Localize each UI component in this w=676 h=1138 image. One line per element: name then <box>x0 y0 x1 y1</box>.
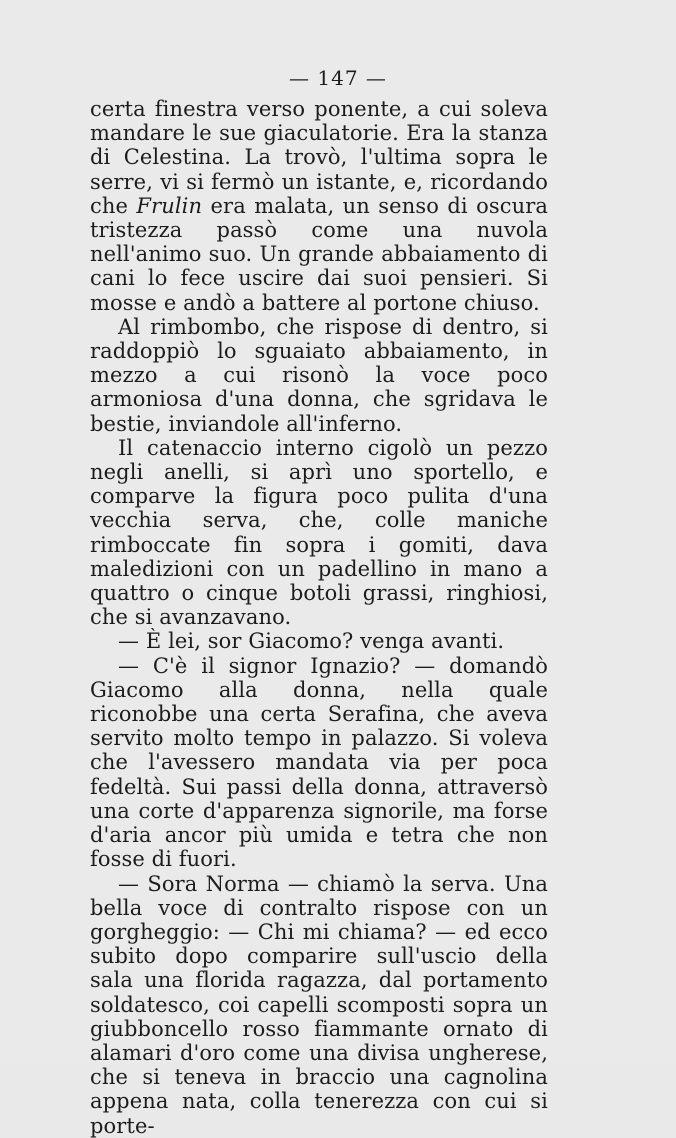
paragraph-1-part-a: certa finestra verso ponente, a cui soleva mandare le sue giaculatorie. Era la stanza di Celestina. La trovò, l'ultima sopra le serre, vi si fermò un istante, e, ricordando che <box>90 97 548 218</box>
paragraph-6: — Sora Norma — chiamò la serva. Una bella voce di contralto rispose con un gorgheggio: — Chi mi chiama? — ed ecco subito dopo comparire sull'uscio della sala una florida ragazza, dal portamento soldatesco, coi capelli scomposti sopra un giubboncello rosso fiammante ornato di alamari d'oro come una divisa ungherese, che si teneva in braccio una cagnolina appena nata, colla tenerezza con cui si porte- <box>90 871 548 1138</box>
paragraph-1-part-b: era malata, un senso di oscura tristezza passò come una nuvola nell'animo suo. Un grande abbaiamento di cani lo fece uscire dai suoi pensieri. Si mosse e andò a battere al portone chiuso. <box>90 193 548 315</box>
paragraph-3: Il catenaccio interno cigolò un pezzo negli anelli, si aprì uno sportello, e comparve la figura poco pulita d'una vecchia serva, che, colle maniche rimboccate fin sopra i gomiti, dava maledizioni con un padellino in mano a quattro o cinque botoli grassi, ringhiosi, che si avanzavano. <box>90 435 548 630</box>
body-text <box>90 97 548 1138</box>
paragraph-4: — È lei, sor Giacomo? venga avanti. <box>118 629 505 654</box>
italic-name-frulin: Frulin <box>136 193 203 218</box>
page-number: — 147 — <box>289 66 387 90</box>
paragraph-2: Al rimbombo, che rispose di dentro, si raddoppiò lo sguaiato abbaiamento, in mezzo a cui risonò la voce poco armoniosa d'una donna, che sgridava le bestie, inviandole all'inferno. <box>90 314 548 436</box>
paragraph-5: — C'è il signor Ignazio? — domandò Giacomo alla donna, nella quale riconobbe una certa Serafina, che aveva servito molto tempo in palazzo. Si voleva che l'avessero mandata via per poca fedeltà. Sui passi della donna, attraversò una corte d'apparenza signorile, ma forse d'aria ancor più umida e tetra che non fosse di fuori. <box>90 653 548 872</box>
paragraph-1 <box>90 97 548 315</box>
